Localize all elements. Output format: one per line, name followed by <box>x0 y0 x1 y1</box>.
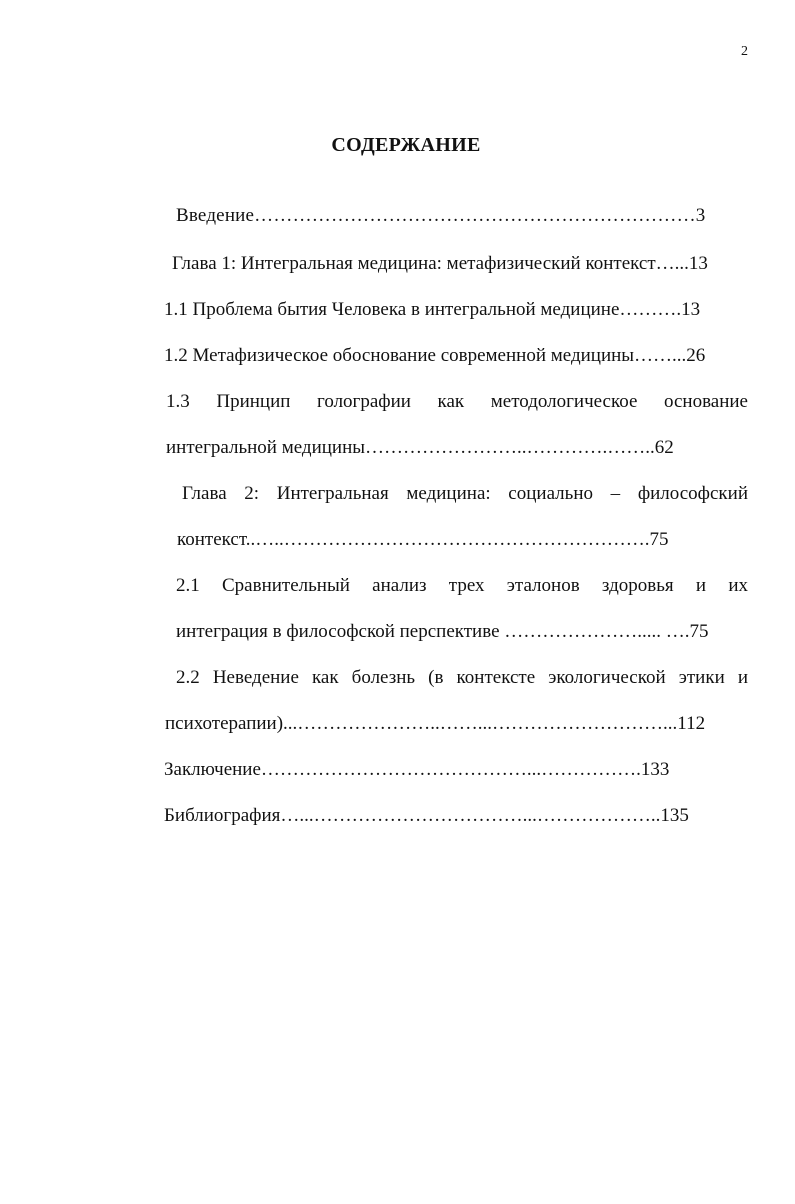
toc-entry-section-2-1-cont: интеграция в философской перспективе …………………..... ….75 <box>176 621 709 642</box>
toc-entry-section-1-1: 1.1 Проблема бытия Человека в интегральной медицине……….13 <box>164 299 701 320</box>
toc-entry-conclusion: Заключение……………………………………...…………….133 <box>164 759 670 780</box>
toc-entry-chapter-2-cont: контекст..…..………………………………………………….75 <box>177 529 669 550</box>
page-number: 2 <box>741 44 748 59</box>
toc-entry-introduction: Введение……………………………………………………………3 <box>176 205 706 226</box>
toc-entry-section-1-2: 1.2 Метафизическое обоснование современной медицины……...26 <box>164 345 706 366</box>
toc-entry-section-1-3: 1.3 Принцип голографии как методологическое основание <box>166 391 748 412</box>
toc-entry-bibliography: Библиография…...……………………………...………………..135 <box>164 805 689 826</box>
toc-entry-section-2-1: 2.1 Сравнительный анализ трех эталонов здоровья и их <box>176 575 748 596</box>
toc-entry-section-2-2-cont: психотерапии)...…………………..……...………………………...112 <box>165 713 706 734</box>
page-title: СОДЕРЖАНИЕ <box>331 134 481 156</box>
toc-entry-section-2-2: 2.2 Неведение как болезнь (в контексте экологической этики и <box>176 667 748 688</box>
toc-entry-section-1-3-cont: интегральной медицины……………………..………….……..62 <box>166 437 674 458</box>
toc-entry-chapter-2: Глава 2: Интегральная медицина: социально – философский <box>182 483 748 504</box>
toc-entry-chapter-1: Глава 1: Интегральная медицина: метафизический контекст…...13 <box>172 253 708 274</box>
